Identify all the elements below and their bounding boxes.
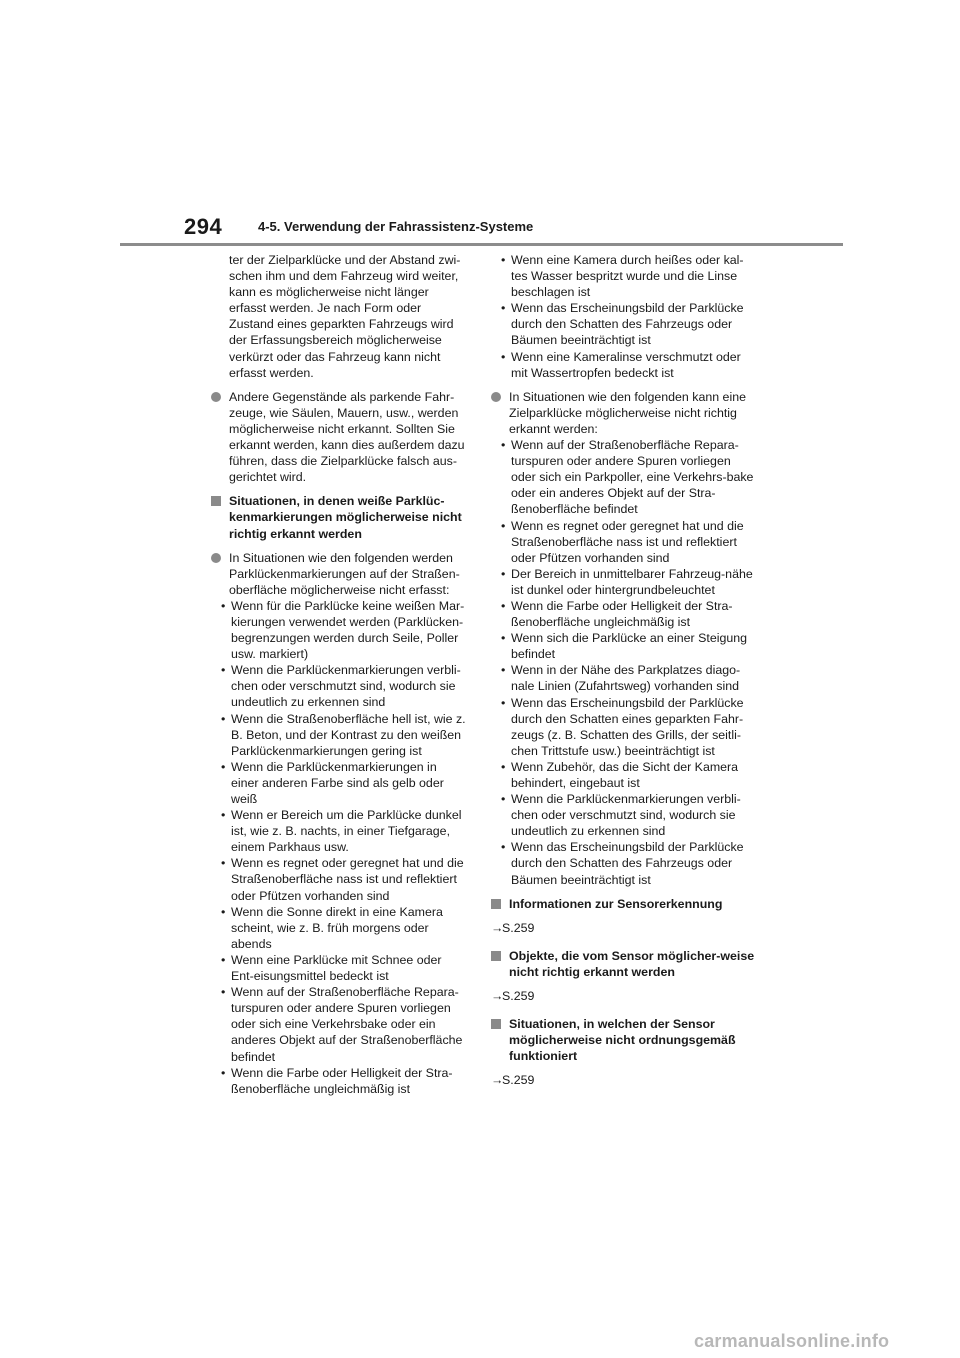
circle-item	[211, 389, 467, 486]
bullet-item: • Wenn die Parklückenmarkierungen verbli-chen oder verschmutzt sind, wodurch sie undeutlich zu erkennen sind	[221, 662, 467, 710]
circle-item-text: In Situationen wie den folgenden werden Parklückenmarkierungen auf der Straßen-oberfläche möglicherweise nicht erfasst:	[229, 550, 460, 597]
section-title: 4-5. Verwendung der Fahrassistenz-Systeme	[258, 219, 534, 234]
section-heading-text: Informationen zur Sensorerkennung	[509, 896, 723, 911]
watermark: carmanualsonline.info	[694, 1331, 890, 1351]
arrow-right-icon: →	[491, 1073, 504, 1088]
square-bullet-icon	[211, 496, 221, 506]
section-heading	[211, 493, 467, 541]
right-column	[491, 252, 755, 1101]
bullet-item: • Wenn eine Kamera durch heißes oder kal-tes Wasser bespritzt wurde und die Linse beschlagen ist	[501, 252, 755, 300]
section-heading-text: Situationen, in denen weiße Parklüc-kenmarkierungen möglicherweise nicht richtig erkannt werden	[229, 494, 462, 541]
bullet-item: • Wenn die Straßenoberfläche hell ist, wie z. B. Beton, und der Kontrast zu den weißen Parklückenmarkierungen gering ist	[221, 711, 467, 759]
page-reference-link[interactable]: S.259	[502, 920, 535, 935]
circle-bullet-icon	[211, 553, 221, 563]
bullet-item: • Wenn das Erscheinungsbild der Parklücke durch den Schatten eines geparkten Fahr-zeugs (z. B. Schatten des Grills, der seitli-chen Trittstufe usw.) beeinträchtigt ist	[501, 695, 755, 759]
arrow-right-icon: →	[491, 989, 504, 1004]
circle-item-text: Andere Gegenstände als parkende Fahr-zeuge, wie Säulen, Mauern, usw., werden möglicherweise nicht erkannt. Sollten Sie erkannt werden, kann dies außerdem dazu führen, dass die Zielparklücke falsch aus-gerichtet wird.	[229, 389, 465, 485]
bullet-item: • Wenn eine Kameralinse verschmutzt oder mit Wassertropfen bedeckt ist	[501, 349, 755, 381]
page-number: 294	[184, 214, 223, 239]
bullet-item: • Wenn sich die Parklücke an einer Steigung befindet	[501, 630, 755, 662]
header-rule	[120, 243, 843, 246]
square-bullet-icon	[491, 899, 501, 909]
bullet-item: • Wenn die Farbe oder Helligkeit der Stra-ßenoberfläche ungleichmäßig ist	[501, 598, 755, 630]
section-heading	[491, 1016, 755, 1064]
left-column	[211, 252, 467, 1105]
bullet-item: • Wenn er Bereich um die Parklücke dunkel ist, wie z. B. nachts, in einer Tiefgarage, einem Parkhaus usw.	[221, 807, 467, 855]
bullet-item: • Wenn die Farbe oder Helligkeit der Stra-ßenoberfläche ungleichmäßig ist	[221, 1065, 467, 1097]
circle-bullet-icon	[211, 392, 221, 402]
square-bullet-icon	[491, 1019, 501, 1029]
bullet-list	[491, 252, 755, 381]
page-reference-link[interactable]: S.259	[502, 989, 535, 1004]
bullet-item: • Wenn es regnet oder geregnet hat und die Straßenoberfläche nass ist und reflektiert oder Pfützen vorhanden sind	[501, 518, 755, 566]
page-reference	[491, 988, 755, 1004]
section-heading-text: Objekte, die vom Sensor möglicher-weise nicht richtig erkannt werden	[509, 948, 755, 979]
bullet-item: • Wenn das Erscheinungsbild der Parklücke durch den Schatten des Fahrzeugs oder Bäumen beeinträchtigt ist	[501, 300, 755, 348]
circle-item	[211, 550, 467, 1097]
circle-item	[491, 389, 755, 888]
bullet-item: • Wenn Zubehör, das die Sicht der Kamera behindert, eingebaut ist	[501, 759, 755, 791]
section-heading	[491, 948, 755, 980]
square-bullet-icon	[491, 951, 501, 961]
bullet-item: • Wenn die Sonne direkt in eine Kamera scheint, wie z. B. früh morgens oder abends	[221, 904, 467, 952]
page-reference	[491, 1072, 755, 1088]
bullet-item: • Wenn die Parklückenmarkierungen verbli-chen oder verschmutzt sind, wodurch sie undeutlich zu erkennen sind	[501, 791, 755, 839]
bullet-list	[229, 598, 467, 1097]
bullet-item: • Wenn in der Nähe des Parkplatzes diago-nale Linien (Zufahrtsweg) vorhanden sind	[501, 662, 755, 694]
bullet-item: • Der Bereich in unmittelbarer Fahrzeug-nähe ist dunkel oder hintergrundbeleuchtet	[501, 566, 755, 598]
bullet-list	[509, 437, 755, 888]
bullet-item: • Wenn es regnet oder geregnet hat und die Straßenoberfläche nass ist und reflektiert oder Pfützen vorhanden sind	[221, 855, 467, 903]
section-heading	[491, 896, 755, 912]
page-reference	[491, 920, 755, 936]
bullet-item: • Wenn eine Parklücke mit Schnee oder Ent-eisungsmittel bedeckt ist	[221, 952, 467, 984]
bullet-item: • Wenn auf der Straßenoberfläche Repara-turspuren oder andere Spuren vorliegen oder sich ein Parkpoller, eine Verkehrs-bake oder ein anderes Objekt auf der Stra-ßenoberfläche befindet	[501, 437, 755, 517]
arrow-right-icon: →	[491, 920, 504, 935]
bullet-item: • Wenn auf der Straßenoberfläche Repara-turspuren oder andere Spuren vorliegen oder sich eine Verkehrsbake oder ein anderes Objekt auf der Straßenoberfläche befindet	[221, 984, 467, 1064]
section-heading-text: Situationen, in welchen der Sensor möglicherweise nicht ordnungsgemäß funktioniert	[509, 1017, 736, 1064]
circle-bullet-icon	[491, 392, 501, 402]
circle-item-text: In Situationen wie den folgenden kann eine Zielparklücke möglicherweise nicht richtig erkannt werden:	[509, 389, 746, 436]
page-reference-link[interactable]: S.259	[502, 1073, 535, 1088]
bullet-item: • Wenn das Erscheinungsbild der Parklücke durch den Schatten des Fahrzeugs oder Bäumen beeinträchtigt ist	[501, 839, 755, 887]
bullet-item: • Wenn die Parklückenmarkierungen in einer anderen Farbe sind als gelb oder weiß	[221, 759, 467, 807]
bullet-item: • Wenn für die Parklücke keine weißen Mar-kierungen verwendet werden (Parklücken-begrenzungen werden durch Seile, Poller usw. markiert)	[221, 598, 467, 662]
continuation-paragraph: ter der Zielparklücke und der Abstand zwi-schen ihm und dem Fahrzeug wird weiter, kann es möglicherweise nicht länger erfasst werden. Je nach Form oder Zustand eines geparkten Fahrzeugs wird der Erfassungsbereich möglicherweise verkürzt oder das Fahrzeug kann nicht erfasst werden.	[229, 253, 461, 380]
